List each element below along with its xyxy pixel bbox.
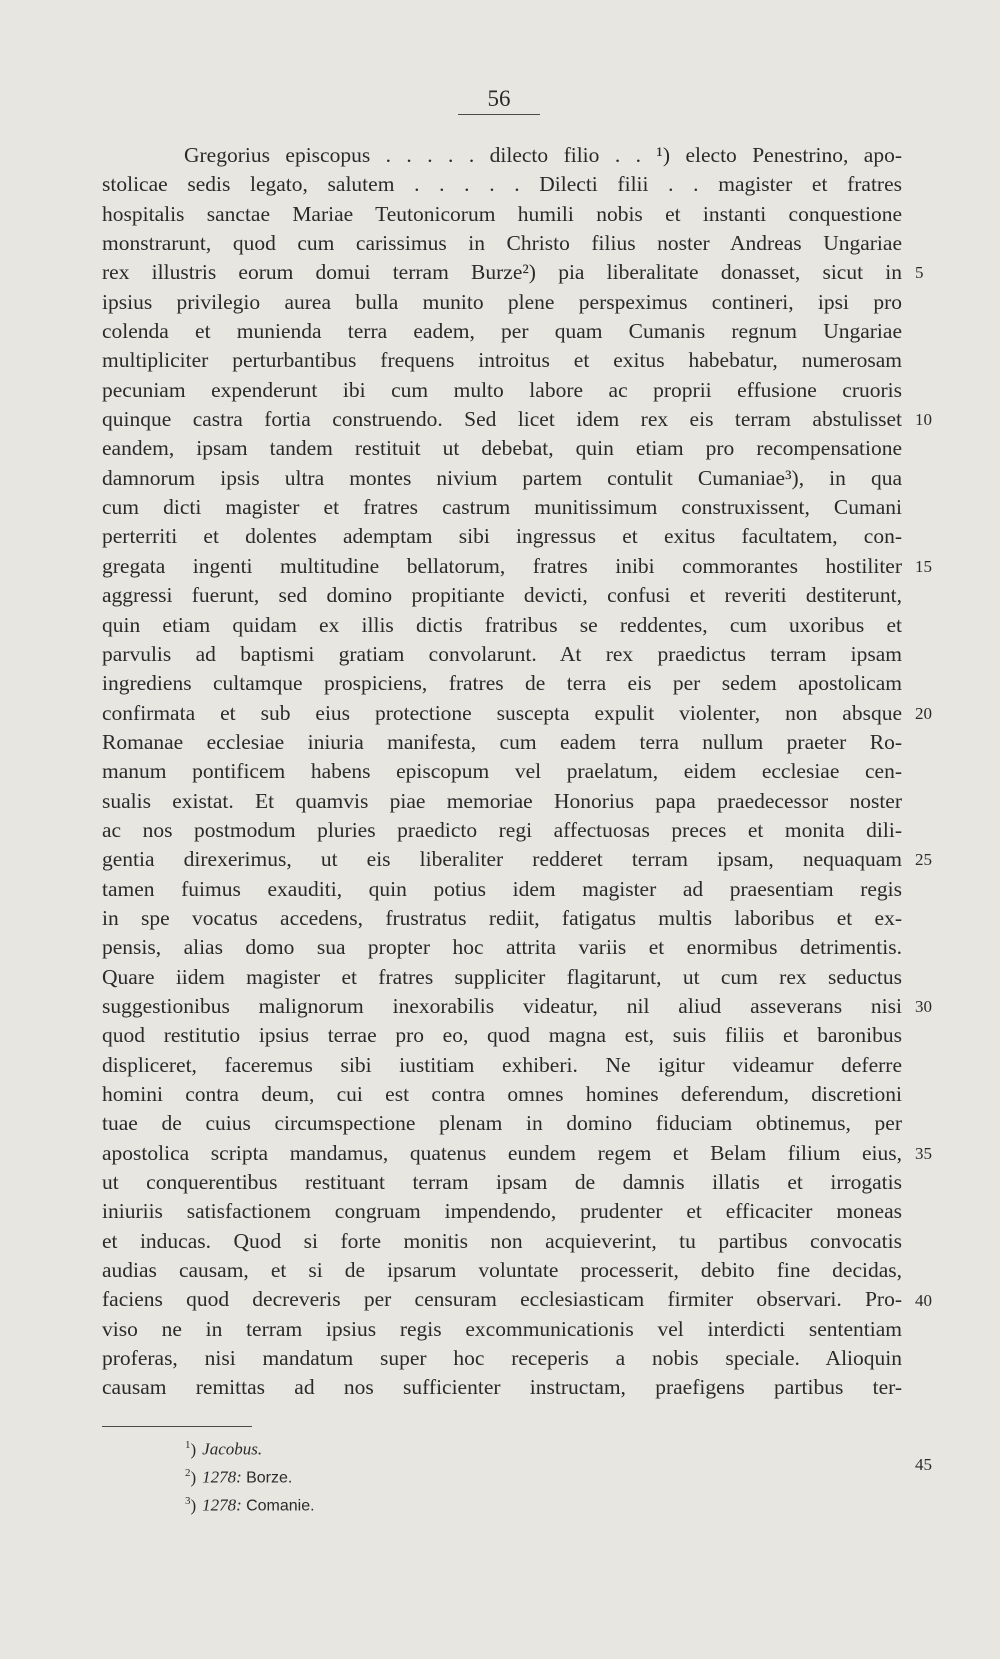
line-number: 40 bbox=[915, 1290, 932, 1310]
line-number: 10 bbox=[915, 410, 932, 430]
footnote bbox=[185, 1431, 685, 1459]
text-line: multipliciter perturbantibus frequens introitus et exitus habebatur, numerosam bbox=[102, 348, 902, 373]
text-line: Gregorius episcopus . . . . . dilecto filio . . ¹) electo Penestrino, apo- bbox=[184, 143, 902, 167]
text-line: ut conquerentibus restituant terram ipsam de damnis illatis et irrogatis bbox=[102, 1170, 902, 1195]
text-line: viso ne in terram ipsius regis excommunicationis vel interdicti sententiam bbox=[102, 1316, 902, 1341]
text-line: pensis, alias domo sua propter hoc attrita variis et enormibus detrimentis. bbox=[102, 935, 902, 960]
footnote-mark: 3 bbox=[185, 1495, 191, 1507]
text-line: ingrediens cultamque prospiciens, fratres de terra eis per sedem apostolicam bbox=[102, 671, 902, 696]
line-number: 30 bbox=[915, 997, 932, 1017]
text-line: Quare iidem magister et fratres suppliciter flagitarunt, ut cum rex seductus bbox=[102, 964, 902, 989]
footnote-paren: ) bbox=[190, 1467, 197, 1487]
footnote-text: Comanie. bbox=[246, 1497, 315, 1515]
text-line: pecuniam expenderunt ibi cum multo labore ac proprii effusione cruoris bbox=[102, 377, 902, 402]
text-line: aggressi fuerunt, sed domino propitiante devicti, confusi et reveriti destiterunt, bbox=[102, 583, 902, 608]
line-number: 35 bbox=[915, 1143, 932, 1163]
line-number-footnote: 45 bbox=[915, 1455, 932, 1474]
text-line: quod restitutio ipsius terrae pro eo, quod magna est, suis filiis et baronibus bbox=[102, 1023, 902, 1048]
line-number: 20 bbox=[915, 703, 932, 723]
text-line: rex illustris eorum domui terram Burze²) pia liberalitate donasset, sicut in bbox=[102, 260, 902, 285]
text-line: parvulis ad baptismi gratiam convolarunt. At rex praedictus terram ipsam bbox=[102, 641, 902, 666]
text-line: quinque castra fortia construendo. Sed licet idem rex eis terram abstulisset bbox=[102, 407, 902, 432]
text-line: quin etiam quidam ex illis dictis fratribus se reddentes, cum uxoribus et bbox=[102, 612, 902, 637]
footnote-text: Borze. bbox=[246, 1469, 293, 1487]
text-line: gentia direxerimus, ut eis liberaliter redderet terram ipsam, nequaquam bbox=[102, 847, 902, 872]
text-line: gregata ingenti multitudine bellatorum, fratres inibi commorantes hostiliter bbox=[102, 553, 902, 578]
footnotes bbox=[185, 1431, 685, 1515]
text-line: monstrarunt, quod cum carissimus in Christo filius noster Andreas Ungariae bbox=[102, 231, 902, 256]
text-line: et inducas. Quod si forte monitis non acquieverint, tu partibus convocatis bbox=[102, 1228, 902, 1253]
text-line: hospitalis sanctae Mariae Teutonicorum humili nobis et instanti conquestione bbox=[102, 201, 902, 226]
text-line: tamen fuimus exauditi, quin potius idem magister ad praesentiam regis bbox=[102, 876, 902, 901]
text-line: manum pontificem habens episcopum vel praelatum, eidem ecclesiae cen- bbox=[102, 759, 902, 784]
footnote-divider bbox=[102, 1426, 252, 1427]
text-line: sualis existat. Et quamvis piae memoriae Honorius papa praedecessor noster bbox=[102, 788, 902, 813]
text-line: iniuriis satisfactionem congruam impendendo, prudenter et efficaciter moneas bbox=[102, 1199, 902, 1224]
footnote-italic: 1278: bbox=[202, 1495, 242, 1515]
footnote-mark: 2 bbox=[185, 1467, 191, 1479]
text-line: Romanae ecclesiae iniuria manifesta, cum eadem terra nullum praeter Ro- bbox=[102, 729, 902, 754]
text-line: audias causam, et si de ipsarum voluntate processerit, debito fine decidas, bbox=[102, 1258, 902, 1283]
page-number: 56 bbox=[458, 86, 540, 115]
text-line: eandem, ipsam tandem restituit ut debebat, quin etiam pro recompensatione bbox=[102, 436, 902, 461]
footnote-paren: ) bbox=[190, 1439, 197, 1459]
text-line: displiceret, faceremus sibi iustitiam exhiberi. Ne igitur videamur deferre bbox=[102, 1052, 902, 1077]
footnote bbox=[185, 1459, 685, 1487]
text-line: ipsius privilegio aurea bulla munito plene perspeximus contineri, ipsi pro bbox=[102, 289, 902, 314]
text-line: perterriti et dolentes ademptam sibi ingressus et exitus facultatem, con- bbox=[102, 524, 902, 549]
text-line: colenda et munienda terra eadem, per quam Cumanis regnum Ungariae bbox=[102, 319, 902, 344]
text-line: damnorum ipsis ultra montes nivium partem contulit Cumaniae³), in qua bbox=[102, 465, 902, 490]
line-number: 15 bbox=[915, 556, 932, 576]
body-text bbox=[102, 141, 902, 1403]
footnote-italic: Jacobus. bbox=[202, 1439, 263, 1459]
footnote-paren: ) bbox=[190, 1495, 197, 1515]
text-line: ac nos postmodum pluries praedicto regi affectuosas preces et monita dili- bbox=[102, 817, 902, 842]
footnote-italic: 1278: bbox=[202, 1467, 242, 1487]
text-line: tuae de cuius circumspectione plenam in domino fiduciam obtinemus, per bbox=[102, 1111, 902, 1136]
text-line: homini contra deum, cui est contra omnes homines deferendum, discretioni bbox=[102, 1082, 902, 1106]
text-line: confirmata et sub eius protectione suscepta expulit violenter, non absque bbox=[102, 700, 902, 725]
footnote bbox=[185, 1487, 685, 1515]
text-line: in spe vocatus accedens, frustratus rediit, fatigatus multis laboribus et ex- bbox=[102, 905, 902, 930]
text-line: apostolica scripta mandamus, quatenus eundem regem et Belam filium eius, bbox=[102, 1140, 902, 1165]
text-line: proferas, nisi mandatum super hoc receperis a nobis speciale. Alioquin bbox=[102, 1346, 902, 1371]
text-line: faciens quod decreveris per censuram ecclesiasticam firmiter observari. Pro- bbox=[102, 1287, 902, 1312]
text-line: stolicae sedis legato, salutem . . . . . Dilecti filii . . magister et fratres bbox=[102, 172, 902, 197]
text-line: suggestionibus malignorum inexorabilis videatur, nil aliud asseverans nisi bbox=[102, 993, 902, 1018]
footnote-mark: 1 bbox=[185, 1439, 191, 1451]
line-number: 5 bbox=[915, 263, 924, 283]
text-line: causam remittas ad nos sufficienter instructam, praefigens partibus ter- bbox=[102, 1375, 902, 1400]
line-number: 25 bbox=[915, 850, 932, 870]
text-line: cum dicti magister et fratres castrum munitissimum construxissent, Cumani bbox=[102, 495, 902, 520]
